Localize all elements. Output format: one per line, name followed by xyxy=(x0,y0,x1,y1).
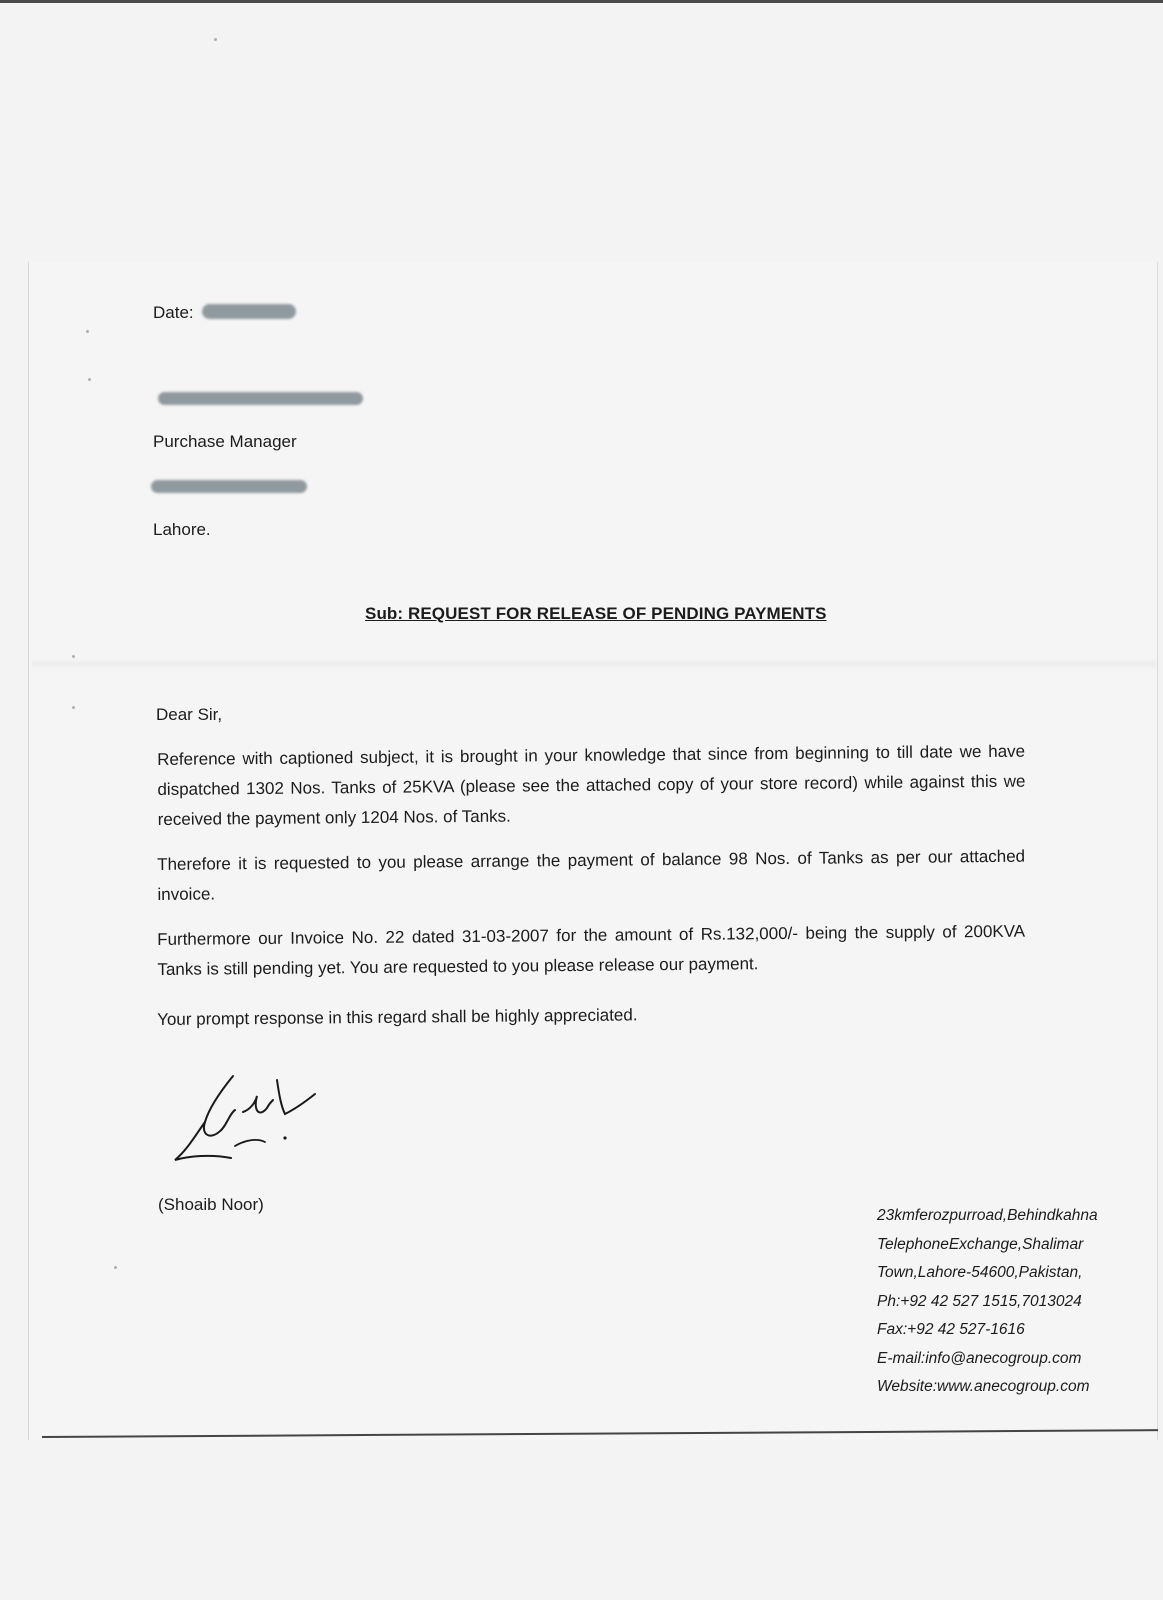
email-address: E-mail:info@anecogroup.com xyxy=(877,1349,1082,1367)
phone-number: Ph:+92 42 527 1515,7013024 xyxy=(877,1292,1082,1310)
address-line-2: TelephoneExchange,Shalimar xyxy=(877,1235,1084,1253)
body-paragraph-2: Therefore it is requested to you please arrange the payment of balance 98 Nos. of Tanks as per our attached invoice. xyxy=(157,846,1026,904)
address-line-3: Town,Lahore-54600,Pakistan, xyxy=(877,1264,1083,1281)
body-paragraph-3: Furthermore our Invoice No. 22 dated 31-03-2007 for the amount of Rs.132,000/- being the supply of 200KVA Tanks is still pending yet. You are requested to you please release our payment. xyxy=(157,921,1026,979)
signatory-name: (Shoaib Noor) xyxy=(158,1195,264,1214)
website-address: Website:www.anecogroup.com xyxy=(877,1378,1090,1395)
scan-speck xyxy=(72,655,75,658)
salutation: Dear Sir, xyxy=(156,705,223,724)
fax-number: Fax:+92 42 527-1616 xyxy=(877,1321,1025,1338)
signature-image xyxy=(165,1070,355,1180)
body-paragraph-1: Reference with captioned subject, it is brought in your knowledge that since from beginning to till date we have dispatched 1302 Nos. Tanks of 25KVA (please see the attached copy of your store record) while against this we received the payment only 1204 Nos. of Tanks. xyxy=(157,741,1026,829)
scan-speck xyxy=(88,378,91,381)
date-label: Date: xyxy=(153,303,194,322)
scan-speck xyxy=(114,1266,117,1269)
scan-top-edge xyxy=(0,0,1163,3)
address-line-1: 23kmferozpurroad,Behindkahna xyxy=(877,1207,1098,1224)
scan-speck xyxy=(72,706,75,709)
scan-speck xyxy=(86,330,89,333)
recipient-title: Purchase Manager xyxy=(153,432,297,451)
redacted-date xyxy=(202,304,296,319)
subject-line: Sub: REQUEST FOR RELEASE OF PENDING PAYMENTS xyxy=(365,604,827,623)
recipient-city: Lahore. xyxy=(153,520,211,539)
company-address-block xyxy=(877,1202,1098,1402)
redacted-recipient-name xyxy=(158,392,363,405)
scan-speck xyxy=(214,38,217,41)
redacted-company-name xyxy=(151,480,307,493)
body-paragraph-4: Your prompt response in this regard shall be highly appreciated. xyxy=(157,1005,638,1029)
paper-fold xyxy=(32,658,1156,670)
